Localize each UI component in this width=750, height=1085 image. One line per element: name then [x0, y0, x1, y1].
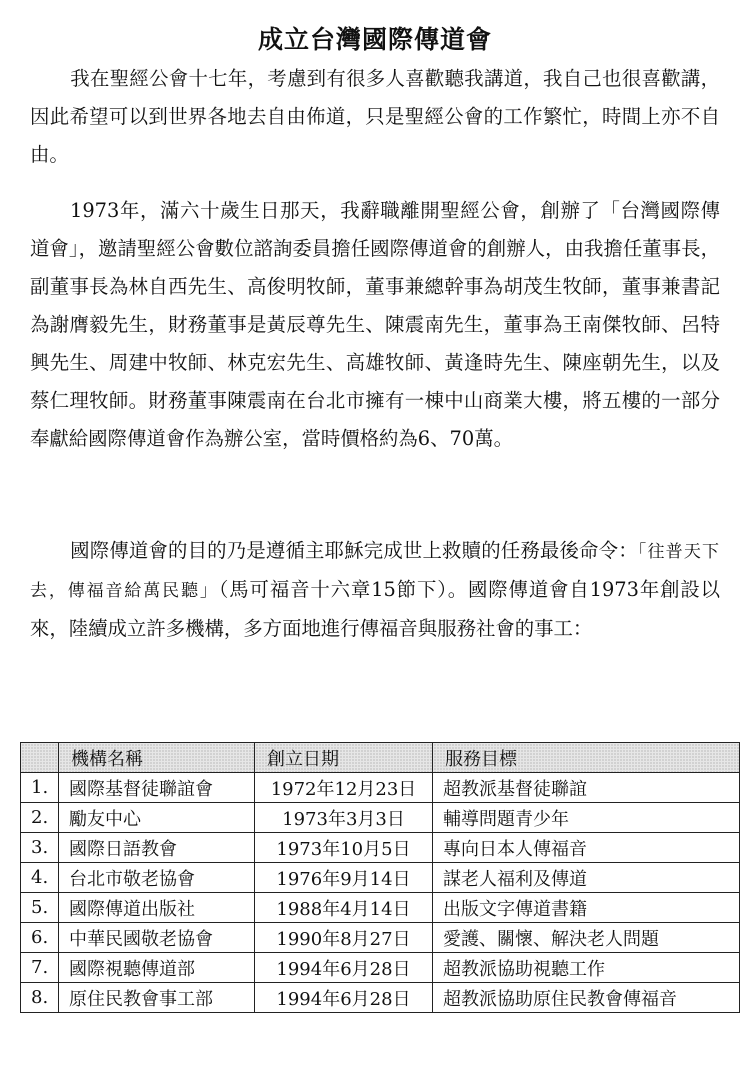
row-name: 原住民教會事工部 [59, 983, 255, 1013]
row-number: 5. [21, 893, 59, 923]
row-goal: 出版文字傳道書籍 [433, 893, 740, 923]
header-goal: 服務目標 [433, 743, 740, 773]
row-name: 台北市敬老協會 [59, 863, 255, 893]
row-name: 中華民國敬老協會 [59, 923, 255, 953]
row-number: 4. [21, 863, 59, 893]
row-goal: 超教派協助原住民教會傳福音 [433, 983, 740, 1013]
row-number: 2. [21, 803, 59, 833]
row-name: 勵友中心 [59, 803, 255, 833]
paragraph-3-text-before: 國際傳道會的目的乃是遵循主耶穌完成世上救贖的任務最後命令： [70, 539, 638, 562]
paragraph-2 [30, 192, 720, 458]
table-row [21, 863, 740, 893]
paragraph-2-text: 1973年，滿六十歲生日那天，我辭職離開聖經公會，創辦了「台灣國際傳道會」，邀請聖經公會數位諮詢委員擔任國際傳道會的創辦人，由我擔任董事長，副董事長為林自西先生、高俊明牧師，董事兼總幹事為胡茂生牧師，董事兼書記為謝膺毅先生，財務董事是黃辰尊先生、陳震南先生，董事為王南傑牧師、呂特興先生、周建中牧師、林克宏先生、高雄牧師、黃逢時先生、陳座朝先生，以及蔡仁理牧師。財務董事陳震南在台北市擁有一棟中山商業大樓，將五樓的一部分奉獻給國際傳道會作為辦公室，當時價格約為6、70萬。 [30, 199, 720, 450]
row-goal: 專向日本人傳福音 [433, 833, 740, 863]
row-number: 1. [21, 773, 59, 803]
header-date: 創立日期 [255, 743, 433, 773]
row-date: 1976年9月14日 [255, 863, 433, 893]
row-goal: 超教派基督徒聯誼 [433, 773, 740, 803]
table-row [21, 893, 740, 923]
table-row [21, 773, 740, 803]
table-row [21, 923, 740, 953]
row-date: 1972年12月23日 [255, 773, 433, 803]
table-row [21, 833, 740, 863]
table-header-row [21, 743, 740, 773]
table-row [21, 803, 740, 833]
paragraph-1-text: 我在聖經公會十七年，考慮到有很多人喜歡聽我講道，我自己也很喜歡講，因此希望可以到世界各地去自由佈道，只是聖經公會的工作繁忙，時間上亦不自由。 [30, 67, 720, 166]
row-date: 1990年8月27日 [255, 923, 433, 953]
paragraph-1 [30, 60, 720, 174]
row-number: 7. [21, 953, 59, 983]
organizations-table [20, 742, 740, 1013]
header-name: 機構名稱 [59, 743, 255, 773]
row-date: 1988年4月14日 [255, 893, 433, 923]
row-date: 1994年6月28日 [255, 953, 433, 983]
table-row [21, 983, 740, 1013]
row-date: 1973年3月3日 [255, 803, 433, 833]
row-name: 國際日語教會 [59, 833, 255, 863]
row-date: 1973年10月5日 [255, 833, 433, 863]
scripture-quote: 「往普天下去，傳福音給萬民聽」 [30, 542, 721, 601]
paragraph-3 [30, 532, 720, 648]
row-goal: 謀老人福利及傳道 [433, 863, 740, 893]
row-date: 1994年6月28日 [255, 983, 433, 1013]
page-title: 成立台灣國際傳道會 [257, 25, 492, 54]
row-number: 3. [21, 833, 59, 863]
row-goal: 愛護、關懷、解決老人問題 [433, 923, 740, 953]
table-row [21, 953, 740, 983]
header-index [21, 743, 59, 773]
row-name: 國際傳道出版社 [59, 893, 255, 923]
row-number: 6. [21, 923, 59, 953]
row-goal: 超教派協助視聽工作 [433, 953, 740, 983]
paragraph-3-text-after: （馬可福音十六章15節下）。國際傳道會自1973年創設以來，陸續成立許多機構，多方面地進行傳福音與服務社會的事工： [30, 578, 721, 640]
row-number: 8. [21, 983, 59, 1013]
row-name: 國際視聽傳道部 [59, 953, 255, 983]
row-goal: 輔導問題青少年 [433, 803, 740, 833]
row-name: 國際基督徒聯誼會 [59, 773, 255, 803]
